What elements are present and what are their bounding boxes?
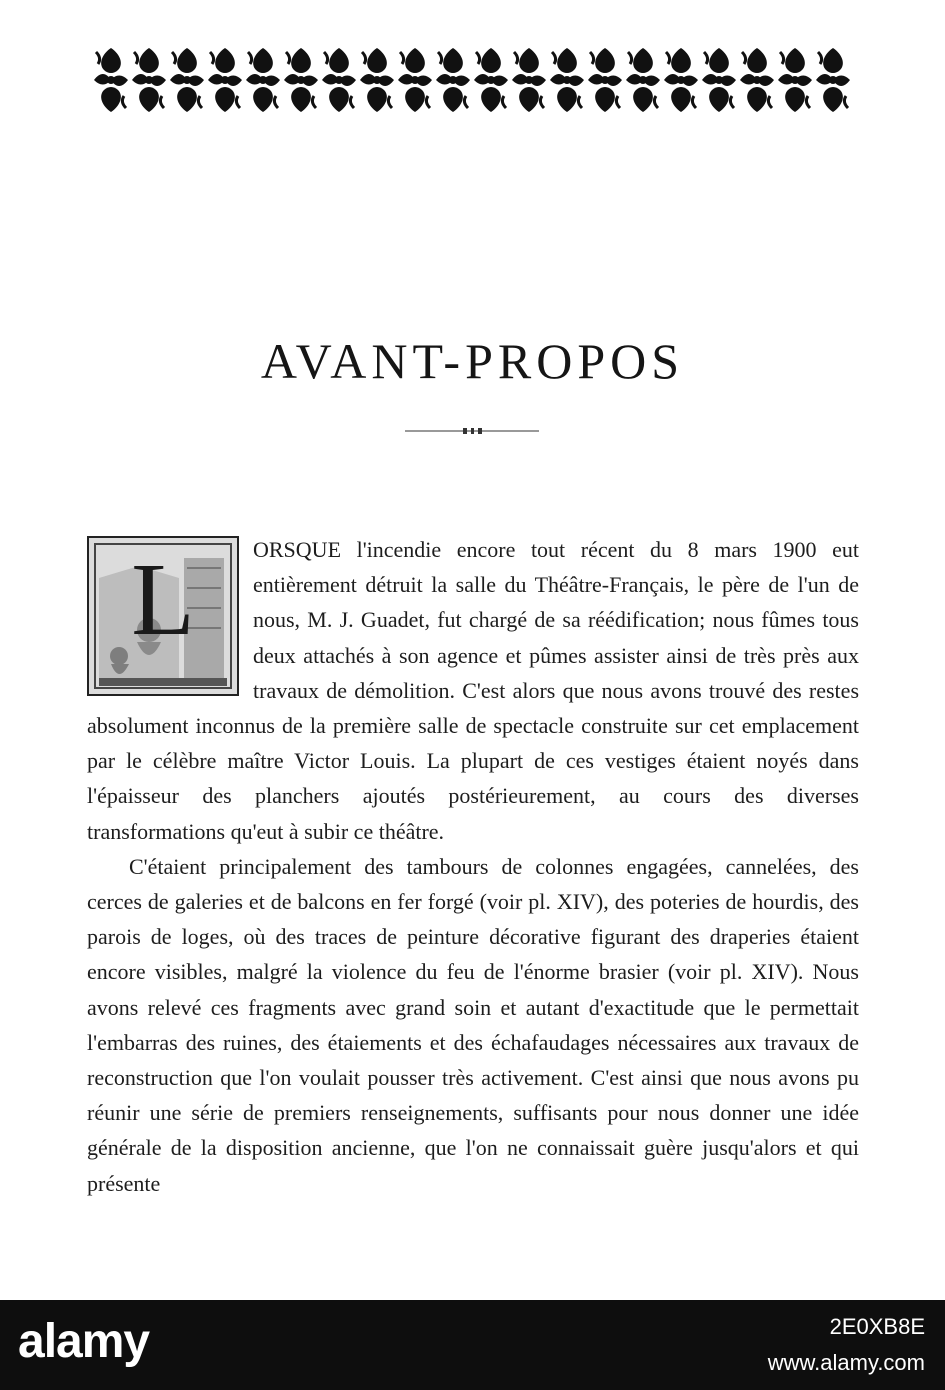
decorative-header-border [92,44,852,116]
dropcap-letter: L [131,542,195,657]
illuminated-initial-illustration [89,538,237,694]
stock-photo-footer [0,1300,945,1390]
body-text [87,532,859,1201]
illuminated-initial [87,536,239,696]
image-id: 2E0XB8E [829,1314,925,1339]
brand-logo: alamy [18,1315,150,1368]
title-divider-ornament [405,426,539,436]
page-title: AVANT-PROPOS [260,332,685,389]
site-url[interactable]: www.alamy.com [767,1350,925,1375]
paragraph-1: ORSQUE l'incendie encore tout récent du 8 mars 1900 eut entièrement détruit la salle du Théâtre-Français, le père de l'un de nous, M. J. Guadet, fut chargé de sa réédification; nous fûmes tous deux attachés à son agence et pûmes assister ainsi de très près aux travaux de démolition. C'est alors que nous avons trouvé des restes absolument inconnus de la première salle de spectacle construite sur cet emplacement par le célèbre maître Victor Louis. La plupart de ces vestiges étaient noyés dans l'épaisseur des planchers ajoutés postérieurement, au cours des diverses transformations qu'eut à subir ce théâtre. [87,537,859,844]
paragraph-2: C'étaient principalement des tambours de colonnes engagées, cannelées, des cerces de galeries et de balcons en fer forgé (voir pl. XIV), des poteries de hourdis, des parois de loges, où des traces de peinture décorative figurant des draperies étaient encore visibles, malgré la violence du feu de l'énorme brasier (voir pl. XIV). Nous avons relevé ces fragments avec grand soin et autant d'exactitude que le permettait l'embarras des ruines, des étaiements et des échafaudages nécessaires aux travaux de reconstruction que l'on voulait pousser très activement. C'est ainsi que nous avons pu réunir une série de premiers renseignements, suffisants pour nous donner une idée générale de la disposition ancienne, que l'on ne connaissait guère jusqu'alors et qui présente [87,853,859,1196]
